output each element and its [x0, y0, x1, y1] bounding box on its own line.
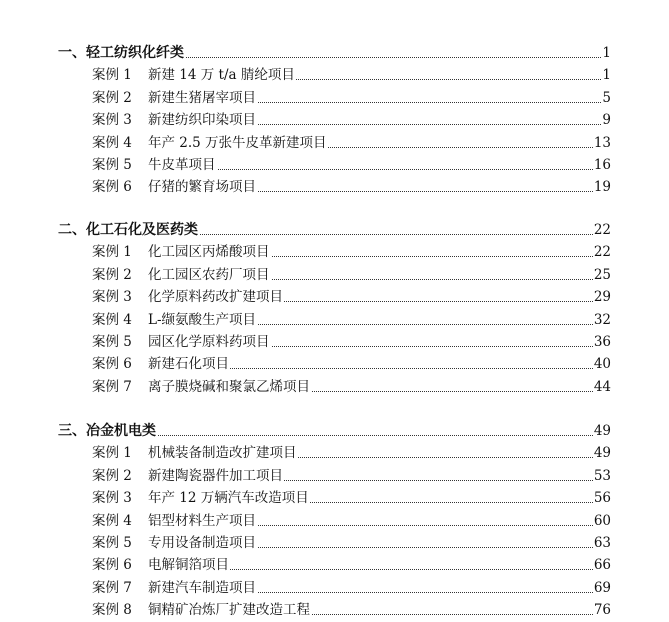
toc-entry[interactable] — [0, 286, 669, 308]
case-title: 新建汽车制造项目 — [148, 577, 257, 599]
toc-entry[interactable] — [0, 442, 669, 464]
page-number: 63 — [593, 532, 611, 554]
page-number: 49 — [593, 442, 611, 464]
page-number: 49 — [593, 420, 611, 442]
toc-section-heading[interactable] — [0, 420, 669, 442]
case-title: 化工园区丙烯酸项目 — [148, 241, 271, 263]
case-title: 年产 2.5 万张牛皮革新建项目 — [148, 132, 328, 154]
case-title: 机械装备制造改扩建项目 — [148, 442, 298, 464]
page-number: 25 — [593, 264, 611, 286]
case-title: 铜精矿冶炼厂扩建改造工程 — [148, 599, 311, 621]
toc-section-heading[interactable] — [0, 42, 669, 64]
page-number: 9 — [601, 109, 611, 131]
case-number: 案例 1 — [92, 67, 132, 84]
toc-entry[interactable] — [0, 554, 669, 576]
case-number: 案例 7 — [92, 579, 132, 596]
case-number: 案例 8 — [92, 602, 132, 619]
page-number: 1 — [601, 42, 611, 64]
case-title: 新建生猪屠宰项目 — [148, 87, 257, 109]
page-number: 56 — [593, 487, 611, 509]
case-number: 案例 5 — [92, 334, 132, 350]
page-number: 36 — [593, 331, 611, 353]
leader-dots — [150, 169, 603, 170]
toc-section-heading[interactable] — [0, 219, 669, 241]
case-title: 化学原料药改扩建项目 — [148, 286, 284, 308]
page-number: 44 — [593, 376, 611, 398]
case-title: 专用设备制造项目 — [148, 532, 257, 554]
page-number: 29 — [593, 286, 611, 308]
section-title: 三、冶金机电类 — [58, 420, 157, 442]
page-number: 1 — [601, 64, 611, 86]
section-title: 二、化工石化及医药类 — [58, 219, 199, 241]
page-number: 5 — [601, 87, 611, 109]
case-title: 铝型材料生产项目 — [148, 510, 257, 532]
toc-entry[interactable] — [0, 510, 669, 532]
case-number: 案例 5 — [92, 157, 132, 173]
toc-entry[interactable] — [0, 154, 669, 176]
page-number: 13 — [593, 132, 611, 154]
case-number: 案例 5 — [92, 535, 132, 551]
page-number: 69 — [593, 577, 611, 599]
case-title: 电解铜箔项目 — [148, 554, 230, 576]
toc-entry[interactable] — [0, 353, 669, 375]
page-number: 22 — [593, 241, 611, 263]
toc-entry[interactable] — [0, 109, 669, 131]
page-number: 19 — [593, 176, 611, 198]
case-number: 案例 1 — [92, 445, 132, 462]
case-number: 案例 4 — [92, 311, 132, 328]
page-number: 53 — [593, 465, 611, 487]
case-title: L-缬氨酸生产项目 — [148, 309, 257, 331]
case-number: 案例 6 — [92, 179, 132, 196]
page-number: 16 — [593, 154, 611, 176]
case-number: 案例 3 — [92, 289, 132, 306]
case-title: 新建石化项目 — [148, 353, 230, 375]
toc-entry[interactable] — [0, 87, 669, 109]
case-number: 案例 2 — [92, 467, 132, 484]
toc-entry[interactable] — [0, 376, 669, 398]
page-number: 32 — [593, 309, 611, 331]
case-number: 案例 2 — [92, 89, 132, 106]
case-number: 案例 3 — [92, 112, 132, 129]
case-title: 园区化学原料药项目 — [148, 331, 271, 353]
case-title: 化工园区农药厂项目 — [148, 264, 271, 286]
toc-entry[interactable] — [0, 64, 669, 86]
case-number: 案例 7 — [92, 378, 132, 395]
case-title: 仔猪的繁育场项目 — [148, 176, 257, 198]
case-title: 年产 12 万辆汽车改造项目 — [148, 487, 310, 509]
case-number: 案例 2 — [92, 266, 132, 283]
toc-entry[interactable] — [0, 331, 669, 353]
toc-entry[interactable] — [0, 241, 669, 263]
toc-entry[interactable] — [0, 264, 669, 286]
case-title: 新建陶瓷器件加工项目 — [148, 465, 284, 487]
case-title: 新建纺织印染项目 — [148, 109, 257, 131]
page-number: 22 — [593, 219, 611, 241]
page-number: 60 — [593, 510, 611, 532]
case-number: 案例 6 — [92, 557, 132, 574]
case-title: 离子膜烧碱和聚氯乙烯项目 — [148, 376, 311, 398]
toc-entry[interactable] — [0, 532, 669, 554]
case-number: 案例 6 — [92, 356, 132, 373]
toc-entry[interactable] — [0, 176, 669, 198]
toc-entry[interactable] — [0, 309, 669, 331]
case-title: 新建 14 万 t/a 腈纶项目 — [148, 64, 296, 86]
case-number: 案例 1 — [92, 244, 132, 261]
page-number: 76 — [593, 599, 611, 621]
case-title: 牛皮革项目 — [148, 154, 217, 176]
page-number: 66 — [593, 554, 611, 576]
toc-entry[interactable] — [0, 577, 669, 599]
toc-entry[interactable] — [0, 132, 669, 154]
toc-entry[interactable] — [0, 599, 669, 621]
toc-entry[interactable] — [0, 487, 669, 509]
case-number: 案例 4 — [92, 512, 132, 529]
toc-entry[interactable] — [0, 465, 669, 487]
section-title: 一、轻工纺织化纤类 — [58, 42, 185, 64]
page-number: 40 — [593, 353, 611, 375]
case-number: 案例 4 — [92, 134, 132, 151]
case-number: 案例 3 — [92, 490, 132, 507]
